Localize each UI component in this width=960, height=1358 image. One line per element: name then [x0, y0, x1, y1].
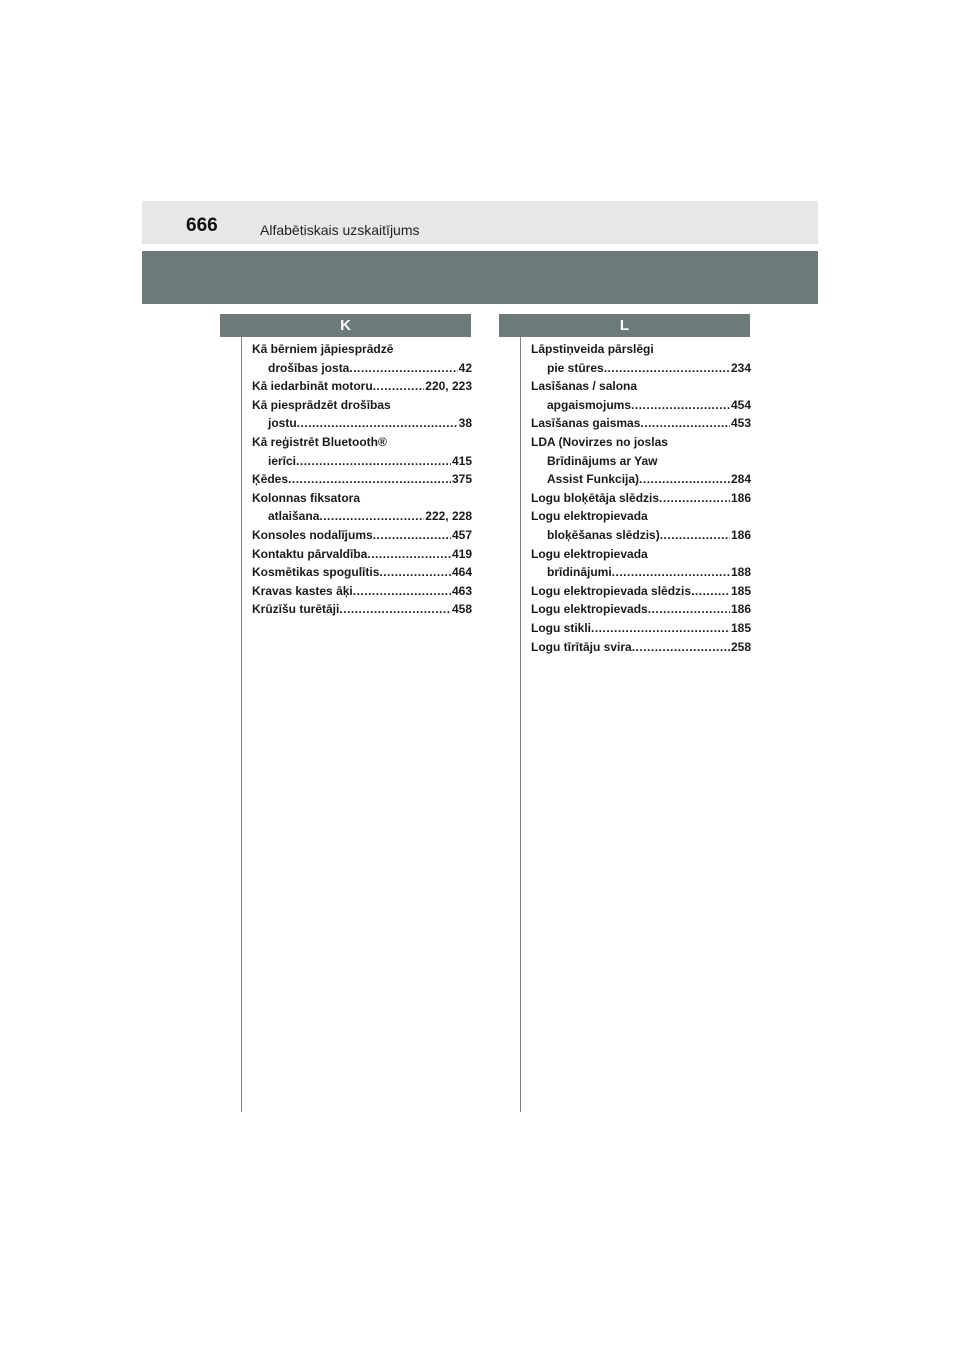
- index-entry-line: [252, 359, 472, 378]
- dot-leader: [631, 396, 730, 415]
- entry-text: drošības josta: [268, 360, 350, 375]
- section-title: Alfabētiskais uzskaitījums: [260, 222, 420, 238]
- dot-leader: [319, 507, 424, 526]
- entry-text: brīdinājumi: [547, 565, 612, 580]
- page-reference: 415: [451, 453, 472, 468]
- dot-leader: [353, 582, 451, 601]
- index-entry-line: [531, 600, 751, 619]
- entry-text: Kā reģistrēt Bluetooth®: [252, 434, 387, 449]
- entry-text: Logu elektropievads: [531, 602, 648, 617]
- index-entry-line: [531, 470, 751, 489]
- index-entry-line: [531, 340, 751, 359]
- dot-leader: [379, 563, 451, 582]
- entry-text: Kravas kastes āķi: [252, 583, 353, 598]
- index-entry-line: [252, 452, 472, 471]
- dot-leader: [648, 600, 730, 619]
- dot-leader: [373, 377, 425, 396]
- entry-text: apgaismojums: [547, 397, 632, 412]
- dot-leader: [349, 359, 457, 378]
- entry-text: Kontaktu pārvaldība: [252, 546, 368, 561]
- entry-text: Logu bloķētāja slēdzis: [531, 490, 660, 505]
- index-entry-line: [252, 507, 472, 526]
- index-entry-line: [531, 433, 751, 452]
- dot-leader: [297, 414, 458, 433]
- index-entry-line: [252, 489, 472, 508]
- dot-leader: [639, 470, 730, 489]
- index-entry-line: [252, 377, 472, 396]
- index-entry-line: [252, 545, 472, 564]
- index-entry-line: [531, 377, 751, 396]
- dot-leader: [604, 359, 730, 378]
- page-reference: 258: [730, 639, 751, 654]
- page-reference: 234: [730, 360, 751, 375]
- index-entry-line: [531, 489, 751, 508]
- entry-text: Logu elektropievada: [531, 546, 648, 561]
- page-reference: 453: [730, 416, 751, 431]
- dot-leader: [612, 563, 730, 582]
- entry-text: Kosmētikas spogulītis: [252, 565, 380, 580]
- page-reference: 186: [730, 602, 751, 617]
- entry-text: Logu tīrītāju svira: [531, 639, 632, 654]
- dot-leader: [339, 600, 451, 619]
- page-reference: 464: [451, 565, 472, 580]
- page-reference: 188: [730, 565, 751, 580]
- index-entry-line: [531, 359, 751, 378]
- index-entry-line: [252, 433, 472, 452]
- index-column-l: [531, 340, 751, 656]
- entry-text: Kolonnas fiksatora: [252, 490, 361, 505]
- entry-text: Kā bērniem jāpiesprādzē: [252, 342, 394, 356]
- dot-leader: [367, 545, 451, 564]
- page-reference: 463: [451, 583, 472, 598]
- page-reference: 185: [730, 620, 751, 635]
- index-entry-line: [531, 396, 751, 415]
- dot-leader: [632, 638, 730, 657]
- page-reference: 454: [730, 397, 751, 412]
- page-reference: 38: [458, 416, 472, 431]
- letter-heading-k: K: [220, 314, 471, 337]
- index-entry-line: [252, 526, 472, 545]
- index-entry-line: [531, 638, 751, 657]
- page-reference: 284: [730, 472, 751, 487]
- entry-text: LDA (Novirzes no joslas: [531, 434, 668, 449]
- header-band: [142, 201, 818, 244]
- entry-text: ierīci: [268, 453, 297, 468]
- dot-leader: [296, 452, 451, 471]
- page-reference: 458: [451, 602, 472, 617]
- index-entry-line: [531, 619, 751, 638]
- letter-heading-l: L: [499, 314, 750, 337]
- entry-text: Logu elektropievada: [531, 509, 648, 524]
- chapter-band: [142, 251, 818, 304]
- entry-text: atlaišana: [268, 509, 320, 524]
- column-divider-k: [241, 337, 242, 1112]
- dot-leader: [288, 470, 451, 489]
- index-entry-line: [531, 507, 751, 526]
- index-entry-line: [252, 470, 472, 489]
- index-entry-line: [252, 582, 472, 601]
- entry-text: Krūzīšu turētāji: [252, 602, 340, 617]
- page-reference: 185: [730, 583, 751, 598]
- dot-leader: [659, 489, 730, 508]
- page-reference: 457: [451, 527, 472, 542]
- page-reference: 42: [458, 360, 472, 375]
- entry-text: Lāpstiņveida pārslēgi: [531, 342, 654, 356]
- entry-text: Ķēdes: [252, 472, 289, 487]
- entry-text: jostu: [268, 416, 297, 431]
- page-reference: 186: [730, 490, 751, 505]
- entry-text: pie stūres: [547, 360, 604, 375]
- entry-text: bloķēšanas slēdzis): [547, 527, 660, 542]
- index-entry-line: [531, 414, 751, 433]
- page-reference: 220, 223: [425, 379, 472, 394]
- page-reference: 375: [451, 472, 472, 487]
- dot-leader: [660, 526, 730, 545]
- index-entry-line: [531, 545, 751, 564]
- dot-leader: [591, 619, 730, 638]
- dot-leader: [373, 526, 451, 545]
- index-entry-line: [531, 563, 751, 582]
- column-divider-l: [520, 337, 521, 1112]
- index-entry-line: [252, 414, 472, 433]
- page-number: 666: [186, 215, 218, 236]
- entry-text: Logu stikli: [531, 620, 591, 635]
- entry-text: Kā piesprādzēt drošības: [252, 397, 391, 412]
- index-entry-line: [252, 396, 472, 415]
- entry-text: Assist Funkcija): [547, 472, 640, 487]
- dot-leader: [691, 582, 730, 601]
- index-column-k: [252, 340, 472, 619]
- entry-text: Konsoles nodalījums: [252, 527, 373, 542]
- page-reference: 222, 228: [425, 509, 472, 524]
- page-reference: 186: [730, 527, 751, 542]
- entry-text: Lasīšanas / salona: [531, 379, 638, 394]
- entry-text: Brīdinājums ar Yaw: [547, 453, 658, 468]
- index-entry-line: [252, 600, 472, 619]
- index-entry-line: [252, 340, 472, 359]
- entry-text: Kā iedarbināt motoru: [252, 379, 373, 394]
- entry-text: Lasīšanas gaismas: [531, 416, 641, 431]
- entry-text: Logu elektropievada slēdzis: [531, 583, 692, 598]
- index-entry-line: [252, 563, 472, 582]
- dot-leader: [640, 414, 730, 433]
- page-reference: 419: [451, 546, 472, 561]
- index-entry-line: [531, 452, 751, 471]
- index-entry-line: [531, 582, 751, 601]
- index-entry-line: [531, 526, 751, 545]
